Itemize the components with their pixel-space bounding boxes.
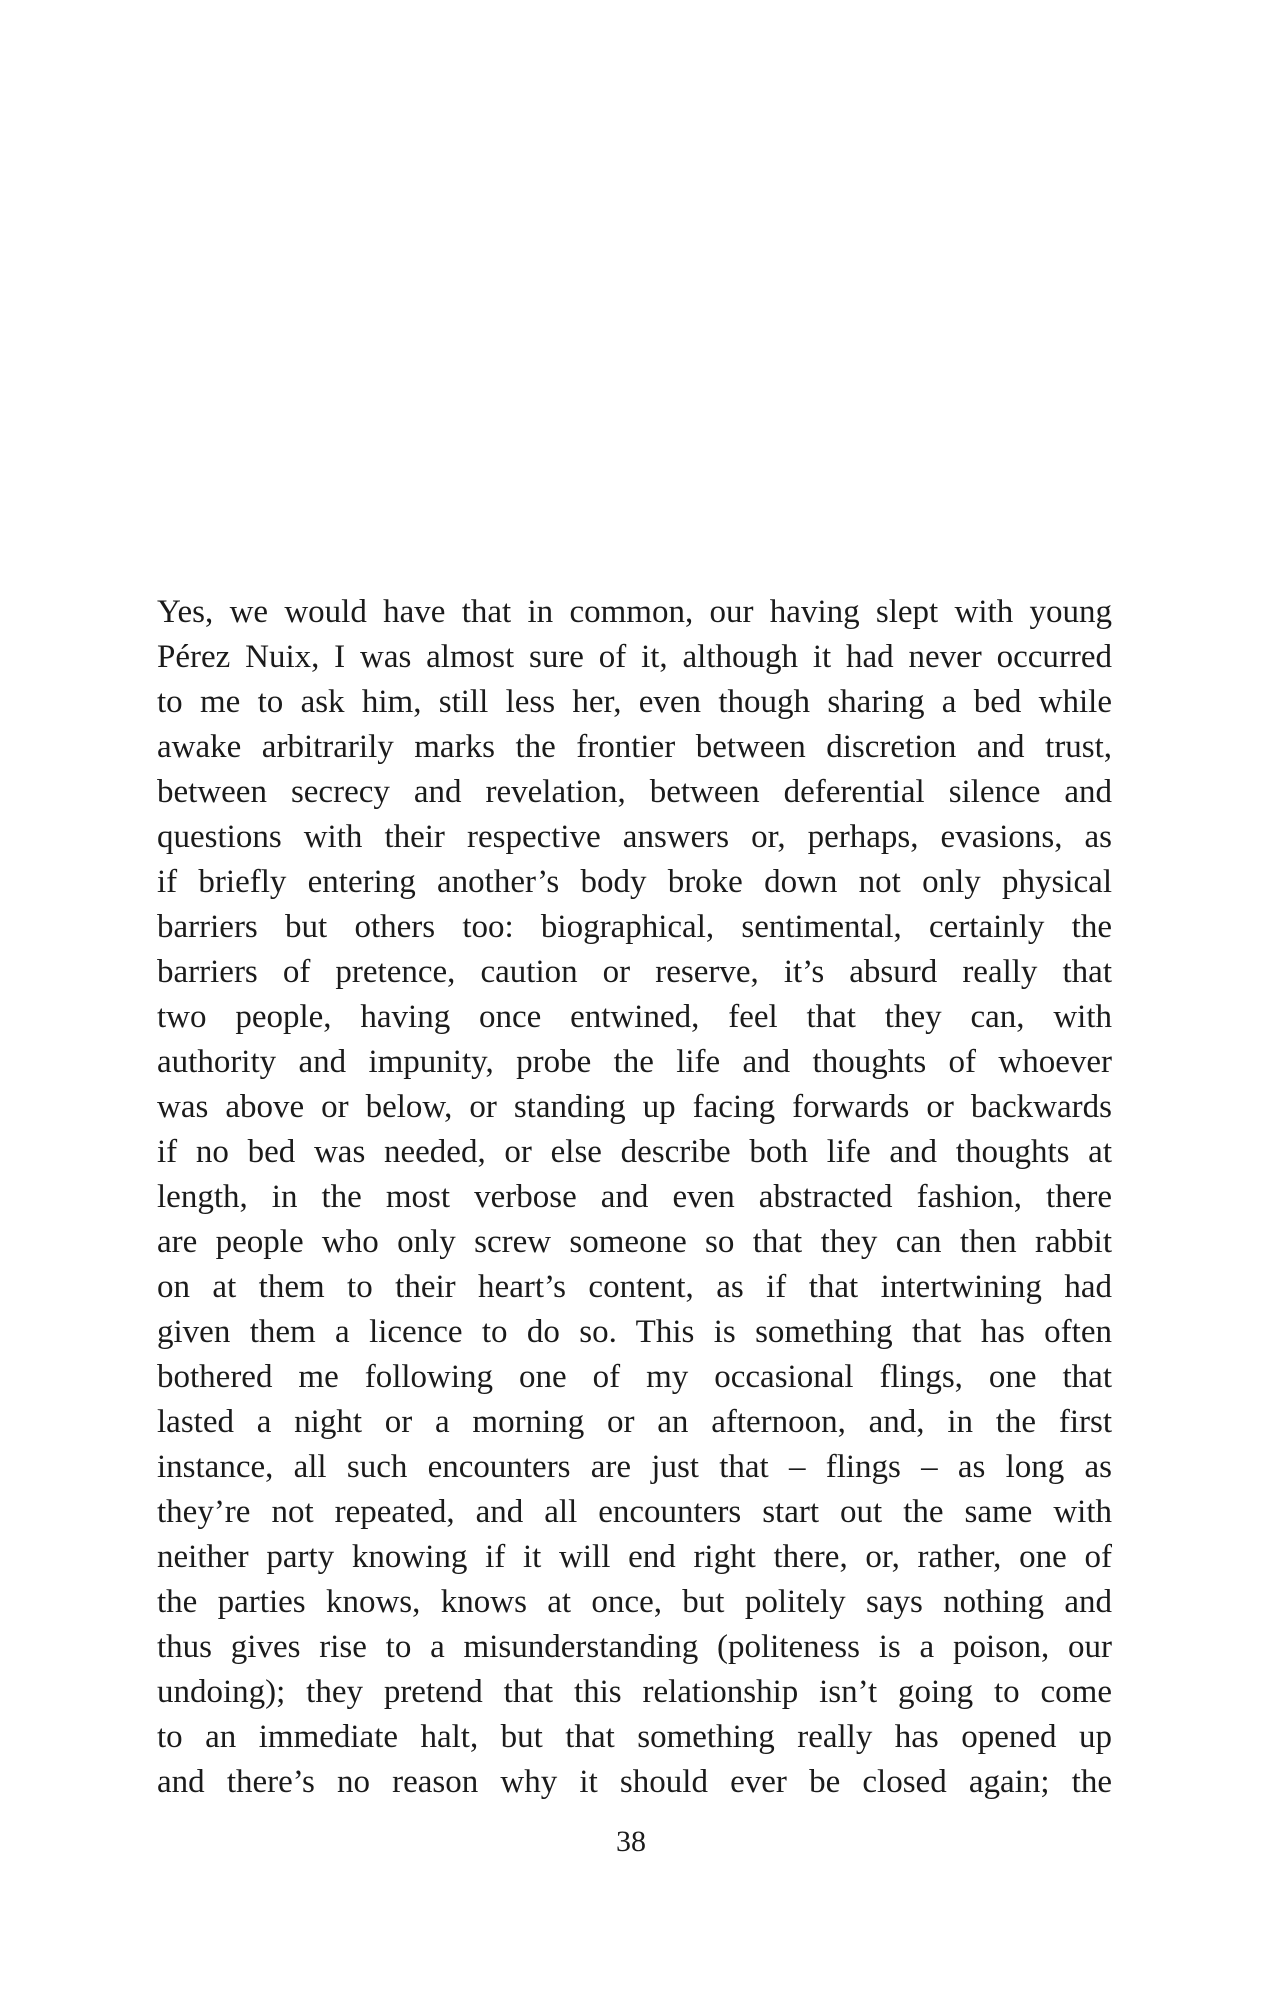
text-line-12: was above or below, or standing up facing forwards or backwards xyxy=(157,1089,1112,1125)
text-line-4: awake arbitrarily marks the frontier between discretion and trust, xyxy=(157,729,1112,765)
body-text xyxy=(157,590,1112,1805)
page-number: 38 xyxy=(616,1825,646,1858)
text-line-13: if no bed was needed, or else describe both life and thoughts at xyxy=(157,1134,1112,1170)
text-line-14: length, in the most verbose and even abstracted fashion, there xyxy=(157,1179,1112,1215)
text-line-10: two people, having once entwined, feel that they can, with xyxy=(157,999,1112,1035)
text-line-22: neither party knowing if it will end right there, or, rather, one of xyxy=(157,1539,1112,1575)
text-line-5: between secrecy and revelation, between deferential silence and xyxy=(157,774,1112,810)
text-line-16: on at them to their heart’s content, as if that intertwining had xyxy=(157,1269,1112,1305)
text-line-27: and there’s no reason why it should ever be closed again; the xyxy=(157,1764,1112,1800)
text-line-11: authority and impunity, probe the life and thoughts of whoever xyxy=(157,1044,1112,1080)
text-line-8: barriers but others too: biographical, sentimental, certainly the xyxy=(157,909,1112,945)
text-line-26: to an immediate halt, but that something really has opened up xyxy=(157,1719,1112,1755)
text-line-1: Yes, we would have that in common, our having slept with young xyxy=(157,594,1112,630)
text-line-21: they’re not repeated, and all encounters start out the same with xyxy=(157,1494,1112,1530)
text-line-25: undoing); they pretend that this relationship isn’t going to come xyxy=(157,1674,1112,1710)
text-line-17: given them a licence to do so. This is something that has often xyxy=(157,1314,1112,1350)
text-line-23: the parties knows, knows at once, but politely says nothing and xyxy=(157,1584,1112,1620)
text-line-7: if briefly entering another’s body broke down not only physical xyxy=(157,864,1112,900)
text-line-6: questions with their respective answers or, perhaps, evasions, as xyxy=(157,819,1112,855)
text-line-19: lasted a night or a morning or an afternoon, and, in the first xyxy=(157,1404,1112,1440)
text-line-18: bothered me following one of my occasional flings, one that xyxy=(157,1359,1112,1395)
text-line-9: barriers of pretence, caution or reserve, it’s absurd really that xyxy=(157,954,1112,990)
text-line-3: to me to ask him, still less her, even though sharing a bed while xyxy=(157,684,1112,720)
text-line-20: instance, all such encounters are just that – flings – as long as xyxy=(157,1449,1112,1485)
text-line-2: Pérez Nuix, I was almost sure of it, although it had never occurred xyxy=(157,639,1112,675)
text-line-15: are people who only screw someone so that they can then rabbit xyxy=(157,1224,1112,1260)
text-line-24: thus gives rise to a misunderstanding (politeness is a poison, our xyxy=(157,1629,1112,1665)
